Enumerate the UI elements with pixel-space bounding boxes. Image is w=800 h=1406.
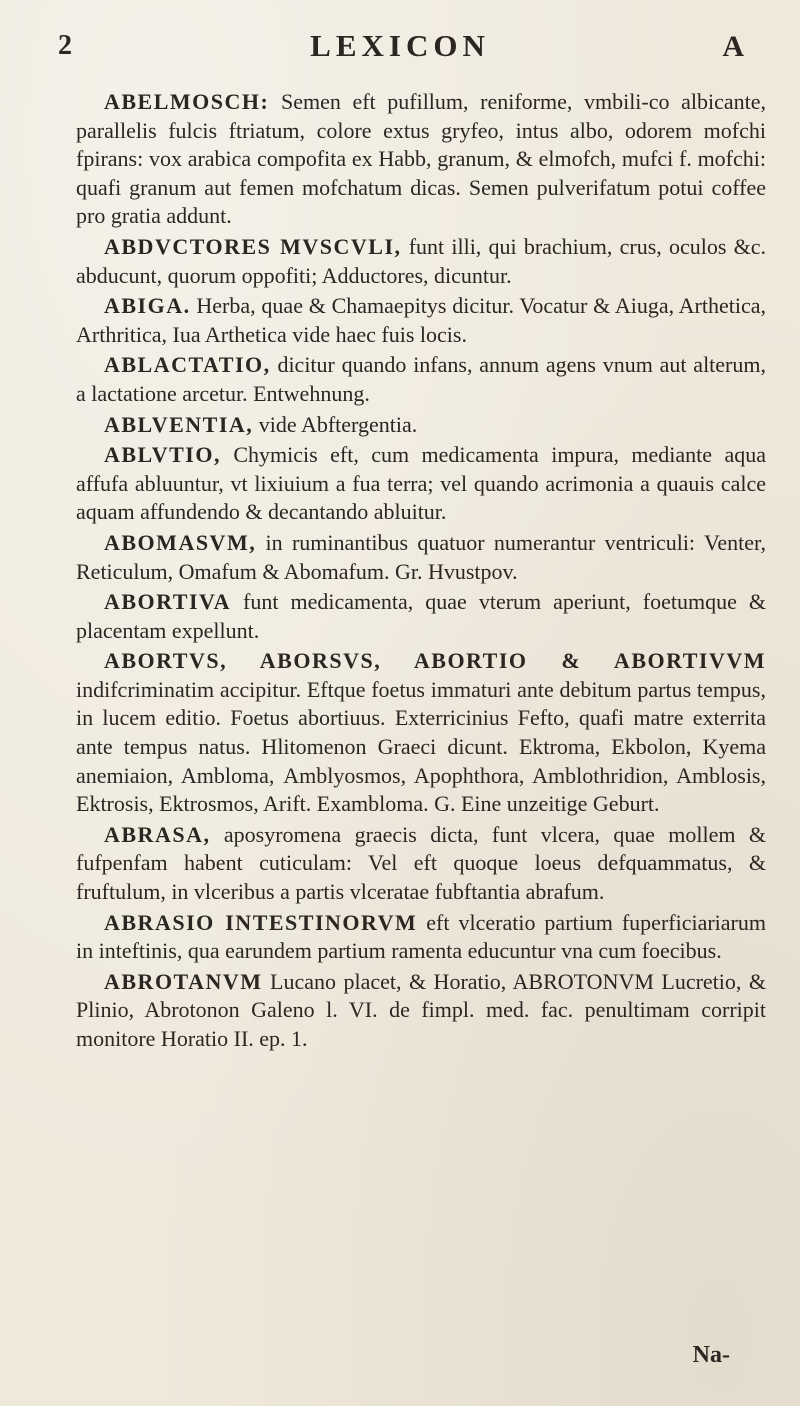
entry-ablactatio xyxy=(76,351,766,408)
entry-abrasa xyxy=(76,821,766,907)
page-number: 2 xyxy=(58,30,72,61)
entry-headword: ABORTVS, ABORSVS, ABORTIO & ABORTIVVM xyxy=(104,648,766,674)
entry-definition: aposyromena graecis dicta, funt vlcera, quae mollem & fufpenfam habent cuticulam: Vel eft quoque loeus defquammatus, & fruftulum, in vlceribus a partis vlceratae fubftantia abrafum. xyxy=(76,821,767,905)
entry-definition: eft vlceratio partium fuperficiariarum in inteftinis, qua earundem partium ramenta educuntur vna cum foecibus. xyxy=(76,909,766,964)
entry-headword: ABIGA. xyxy=(104,293,191,319)
entry-abiga xyxy=(76,292,766,349)
entry-headword: ABORTIVA xyxy=(104,589,231,615)
entry-abortiva xyxy=(76,588,766,645)
entry-abomasum xyxy=(76,529,766,586)
entry-definition: Herba, quae & Chamaepitys dicitur. Vocatur & Aiuga, Arthetica, Arthritica, Iua Arthetica vide haec fuis locis. xyxy=(76,293,766,347)
entry-headword: ABLVENTIA, xyxy=(104,411,254,437)
entry-definition: Lucano placet, & Horatio, ABROTONVM Lucretio, & Plinio, Abrotonon Galeno l. VI. de fimpl. med. fac. penultimam corripit monitore Horatio II. ep. 1. xyxy=(76,968,767,1051)
page-header xyxy=(0,26,800,70)
entry-definition: Chymicis eft, cum medicamenta impura, mediante aqua affufa abluuntur, vt lixiuium a fua terra; vel quando acrimonia a quauis calce aquam affundendo & decantando abluitur. xyxy=(76,442,767,525)
entry-abortus xyxy=(76,647,766,819)
entry-abductores xyxy=(76,233,766,290)
entry-abrotanum xyxy=(76,968,766,1054)
entry-abluentia xyxy=(76,411,766,440)
entry-abrasio-intestinorum xyxy=(76,909,766,966)
entry-definition: funt illi, qui brachium, crus, oculos &c. abducunt, quorum oppofiti; Adductores, dicuntur. xyxy=(76,233,766,288)
entry-headword: ABROTANVM xyxy=(104,968,263,994)
entry-definition: vide Abftergentia. xyxy=(258,411,418,437)
entry-definition: dicitur quando infans, annum agens vnum aut alterum, a lactatione arcetur. Entwehnung. xyxy=(76,352,766,406)
entry-abelmosch xyxy=(76,88,766,231)
entry-definition: funt medicamenta, quae vterum aperiunt, foetumque & placentam expellunt. xyxy=(76,589,767,643)
entry-definition: in ruminantibus quatuor numerantur ventriculi: Venter, Reticulum, Omafum & Abomafum. Gr. Hvustpov. xyxy=(76,529,767,584)
entry-headword: ABLVTIO, xyxy=(104,442,221,468)
page-footer xyxy=(0,1342,800,1382)
entry-definition: Semen eft pufillum, reniforme, vmbili-co albicante, parallelis fulcis ftriatum, colore extus gryfeo, intus albo, odorem mofchi fpirans: vox arabica compofita ex Habb, granum, & elmofch, mufci f. mofchi: quafi granum aut femen mofchatum dicas. Semen pulverifatum potui coffee pro gratia addunt. xyxy=(76,89,766,229)
entry-definition: indifcriminatim accipitur. Eftque foetus immaturi ante debitum partus tempus, in lucem editio. Foetus abortiuus. Exterricinius Fefto, quafi matre exterrita ante tempus natus. Hlitomenon Graeci dicunt. Ektroma, Ekbolon, Kyema anemiaion, Amblomа, Amblyosmos, Apophthora, Amblothridion, Amblosis, Ektrosis, Ektrosmos, Arift. Exambloma. G. Eine unzeitige Geburt. xyxy=(76,676,766,817)
entry-ablutio xyxy=(76,441,766,527)
section-letter: A xyxy=(722,30,744,63)
running-head: LEXICON xyxy=(310,28,490,63)
entry-headword: ABLACTATIO, xyxy=(104,352,271,378)
entry-headword: ABOMASVM, xyxy=(104,529,257,555)
entry-headword: ABELMOSCH: xyxy=(104,89,270,114)
dictionary-entries xyxy=(76,88,766,1056)
catchword: Na- xyxy=(692,1342,730,1368)
entry-headword: ABDVCTORES MVSCVLI, xyxy=(104,233,402,259)
entry-headword: ABRASIO INTESTINORVM xyxy=(104,909,418,935)
entry-headword: ABRASA, xyxy=(104,821,211,847)
